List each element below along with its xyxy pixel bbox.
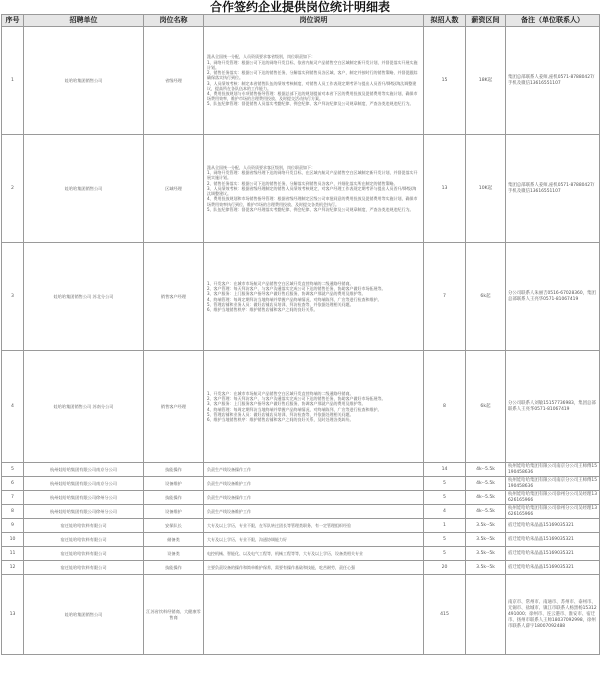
row-salary: 4k--5.5k — [466, 505, 506, 519]
row-company: 娃哈哈集团销售公司 — [24, 135, 144, 243]
row-no: 11 — [2, 547, 24, 561]
row-description: 派从全国统一分配，人员资质要求客省级别，岗位职责如下： 1、网络开发管理：根据公司下达的网络开发目标，依省内航司产品销售空白区域制定新开发计划，并督促落实开展实施计划。 2、销售任务落实：根据公司下达的销售任务，分解落实到销售员各区域、客户，制定并按时行的销售策略，并督促跟踪确保落实执行到位。 3、人员绩效考核：制定本省销售队伍的绩效考核制度，对销售人员工作表现定期考评与提出人员晋升/降级/淘汰调整建议，提高所在各队伍本的工作能力。 4、费用投放规划与专项销售指导管理：根据总部下达的规划提前对本省下区的费用投放及促销费用等实施计划，确保市场费用效率，维护市场的合理费用投放、及时提交活动执行方案。 5、队伍纪律管理：督促销售人员落实考勤纪律、例会纪律、客户拜访纪律及公司规章制度，严查各类违规违纪行为。 — [204, 27, 424, 135]
row-count: 5 — [424, 491, 466, 505]
table-header-row — [2, 15, 600, 27]
row-company: 宿迁娃哈哈饮料有限公司 — [24, 519, 144, 533]
table-row — [2, 519, 600, 533]
row-note: 杭州娃哈哈集团有限公司南京分公司王师傅15190458636 — [506, 477, 600, 491]
row-description — [204, 575, 424, 655]
row-description: 负责生产线设备操作工作 — [204, 491, 424, 505]
row-position: 区域经理 — [144, 135, 204, 243]
header-position: 岗位名称 — [144, 15, 204, 27]
header-description: 岗位说明 — [204, 15, 424, 27]
row-salary: 4k--5.5k — [466, 477, 506, 491]
row-company: 娃哈哈集团销售公司 — [24, 27, 144, 135]
row-description: 负责生产线设备维护工作 — [204, 505, 424, 519]
row-note: 分公司联系人刘敏15157736983，集团总部联系人王亮华0571-81067419 — [506, 351, 600, 463]
row-position: 储备类 — [144, 533, 204, 547]
table-row — [2, 561, 600, 575]
table-row — [2, 463, 600, 477]
row-salary: 6k起 — [466, 243, 506, 351]
table-row — [2, 505, 600, 519]
row-description: 1、开发客户：在城市市场航司产品销售空白区域开发直营终端的二级通路经销商。 2、客户管理：每天拜访客户，与客户沟通落实完成公司下达的销售任务，协助客户做好市场拓展等。 3、客户服务：上门服务客户指导客户做好售后服务，协调客户那就产品的费用及维护等。 4、终端管理：每周定期拜访当地终端并掌握产品终端情况，对终端陈列、广宣等进行检查和维护。 5、管理店铺和业务人员：做好店铺店员培训、拜访检查等，并依据处理相关问题。 6、维护当地销售秩序：维护销售店铺和客户之间的良好关系，及时处理各类纠纷。 — [204, 351, 424, 463]
row-company: 宿迁娃哈哈饮料有限公司 — [24, 561, 144, 575]
table-row — [2, 547, 600, 561]
header-count: 拟招人数 — [424, 15, 466, 27]
row-count: 5 — [424, 533, 466, 547]
row-salary: 3.5k--5k — [466, 547, 506, 561]
row-count: 5 — [424, 547, 466, 561]
row-count: 7 — [424, 243, 466, 351]
row-company: 宿迁娃哈哈饮料有限公司 — [24, 547, 144, 561]
row-position: 设备类 — [144, 547, 204, 561]
row-description: 大专及以上学历，专业不限，沟通协调能力好 — [204, 533, 424, 547]
row-count: 20 — [424, 561, 466, 575]
row-count: 4 — [424, 505, 466, 519]
row-position: 省级经理 — [144, 27, 204, 135]
row-note: 杭州娃哈哈集团有限公司徐州分公司吴经理13626165966 — [506, 505, 600, 519]
row-position: 技能操作 — [144, 561, 204, 575]
table-row — [2, 243, 600, 351]
table-row — [2, 533, 600, 547]
row-company: 宿迁娃哈哈饮料有限公司 — [24, 533, 144, 547]
row-company: 娃哈哈集团销售公司 — [24, 575, 144, 655]
table-row — [2, 351, 600, 463]
row-no: 4 — [2, 351, 24, 463]
row-no: 9 — [2, 519, 24, 533]
row-salary: 10K起 — [466, 135, 506, 243]
row-count: 1 — [424, 519, 466, 533]
row-note: 宿迁娃哈哈朱晶晶15169035321 — [506, 561, 600, 575]
row-no: 13 — [2, 575, 24, 655]
table-row — [2, 575, 600, 655]
row-position: 设备维护 — [144, 477, 204, 491]
row-note: 分公司联系人朱丽吉0516-67028360，集团总部联系人王亮华0571-81067419 — [506, 243, 600, 351]
row-salary: 18K起 — [466, 27, 506, 135]
row-note: 南京市、常州市、南通市、苏州市、泰州市、无锡市、盐城市、镇江市联系人杨黑杨15312491000；徐州市、连云港市、淮安市、宿迁市、扬州市联系人王帅18037092998，徐州市联系人薛宇18007092488 — [506, 575, 600, 655]
row-company: 杭州娃哈哈集团有限公司南京分公司 — [24, 477, 144, 491]
header-salary: 薪资区间 — [466, 15, 506, 27]
row-note: 宿迁娃哈哈朱晶晶15169035321 — [506, 533, 600, 547]
row-description: 电控机械、智能化、以及电气工程等，机械工程等等，大专及以上学历，设备类相关专业 — [204, 547, 424, 561]
row-count: 8 — [424, 351, 466, 463]
row-position: 技能操作 — [144, 463, 204, 477]
row-note: 宿迁娃哈哈朱晶晶15169035321 — [506, 519, 600, 533]
job-table — [1, 14, 600, 655]
row-position: 销售客户经理 — [144, 243, 204, 351]
row-no: 2 — [2, 135, 24, 243]
table-row — [2, 477, 600, 491]
row-description: 1、开发客户：在城市市场航司产品销售空白区域开发直营终端的二级通路经销商。 2、客户管理：每天拜访客户，与客户沟通落实完成公司下达的销售任务，协助客户做好市场拓展等。 3、客户服务：上门服务客户指导客户做好售后服务，协调客户那就产品的费用及维护等。 4、终端管理：每周定期拜访当地终端并掌握产品终端情况，对终端陈列、广宣等进行检查和维护。 5、管理店铺和业务人员：做好店铺店员培训、拜访检查等，并依据处理相关问题。 6、维护当地销售秩序：维护销售店铺和客户之间的良好关系。 — [204, 243, 424, 351]
header-note: 备注（单位联系人） — [506, 15, 600, 27]
page-title: 合作签约企业提供岗位统计明细表 — [209, 0, 390, 14]
row-no: 8 — [2, 505, 24, 519]
row-company: 杭州娃哈哈集团有限公司南京分公司 — [24, 463, 144, 477]
row-note: 集团总部联系人姜师,座机0571-87880427/手机及微信13616551107 — [506, 27, 600, 135]
header-company: 招聘单位 — [24, 15, 144, 27]
row-no: 3 — [2, 243, 24, 351]
row-description: 大专及以上学历，专业不限，在军队转过团长等管理类职务，有一定管理组织经验 — [204, 519, 424, 533]
row-salary: 4k--5.5k — [466, 463, 506, 477]
row-no: 1 — [2, 27, 24, 135]
row-count: 415 — [424, 575, 466, 655]
row-position: 安保队长 — [144, 519, 204, 533]
row-salary: 3.5k--5k — [466, 561, 506, 575]
row-description: 负责生产线设备维护工作 — [204, 477, 424, 491]
row-count: 5 — [424, 477, 466, 491]
table-row — [2, 491, 600, 505]
row-salary: 3.5k--5k — [466, 533, 506, 547]
row-count: 15 — [424, 27, 466, 135]
row-position: 设备维护 — [144, 505, 204, 519]
row-salary: 6k起 — [466, 351, 506, 463]
row-position: 技能操作 — [144, 491, 204, 505]
row-salary — [466, 575, 506, 655]
row-position: 销售客户经理 — [144, 351, 204, 463]
table-row — [2, 135, 600, 243]
row-count: 13 — [424, 135, 466, 243]
row-count: 14 — [424, 463, 466, 477]
row-salary: 3.5k--5k — [466, 519, 506, 533]
row-description: 负责生产线设备操作工作 — [204, 463, 424, 477]
row-note: 集团总部联系人姜师,座机0571-87880427/手机及微信13616551107 — [506, 135, 600, 243]
row-note: 杭州娃哈哈集团有限公司徐州分公司吴经理13626165966 — [506, 491, 600, 505]
row-company: 杭州娃哈哈集团有限公司徐州分公司 — [24, 505, 144, 519]
row-no: 5 — [2, 463, 24, 477]
row-note: 宿迁娃哈哈朱晶晶15169035321 — [506, 547, 600, 561]
table-row — [2, 27, 600, 135]
row-no: 10 — [2, 533, 24, 547]
row-company: 娃哈哈集团销售公司 苏北分公司 — [24, 243, 144, 351]
row-no: 12 — [2, 561, 24, 575]
row-position: 江苏省饮料经销商、大健康零售商 — [144, 575, 204, 655]
row-description: 主要负责设备的操作和简单维护保养，需要有操作基础和技能，吃苦耐劳，责任心强 — [204, 561, 424, 575]
row-no: 6 — [2, 477, 24, 491]
row-company: 娃哈哈集团销售公司 苏南分公司 — [24, 351, 144, 463]
row-salary: 4k--5.5k — [466, 491, 506, 505]
row-note: 杭州娃哈哈集团有限公司南京分公司王师傅15190458636 — [506, 463, 600, 477]
row-company: 杭州娃哈哈集团有限公司徐州分公司 — [24, 491, 144, 505]
header-no: 序号 — [2, 15, 24, 27]
row-description: 派从全国统一分配，人员资质要求客区级别，岗位职责如下： 1、网络开发管理：根据省级经理下达的网络开发目标，在区域内航司产品销售空白区域制定新开发计划，并督促落实开展实施计划。 2、销售任务落实：根据公司下达的销售任务，分解落实到销售员各客户，并细化落实所在制定的销售策略。 3、人员绩效考核：根据省级经理制定的销售人员绩效考核规定，对客户经理工作表现定期考评与提出人员晋升/降级/淘汰调整建议。 4、费用投放规划和市场销售指导管理：根据省级经理制定区级公司审批同意的费用投放及促销费用等实施计划，确保市场费用效率执行到位，维护市场的合理费用投放、及时提交各类机会执行。 5、队伍纪律管理：督促客户经理落实考勤纪律、例会纪律、客户拜访纪律及公司规章制度，严查各类违规违纪行为。 — [204, 135, 424, 243]
row-no: 7 — [2, 491, 24, 505]
